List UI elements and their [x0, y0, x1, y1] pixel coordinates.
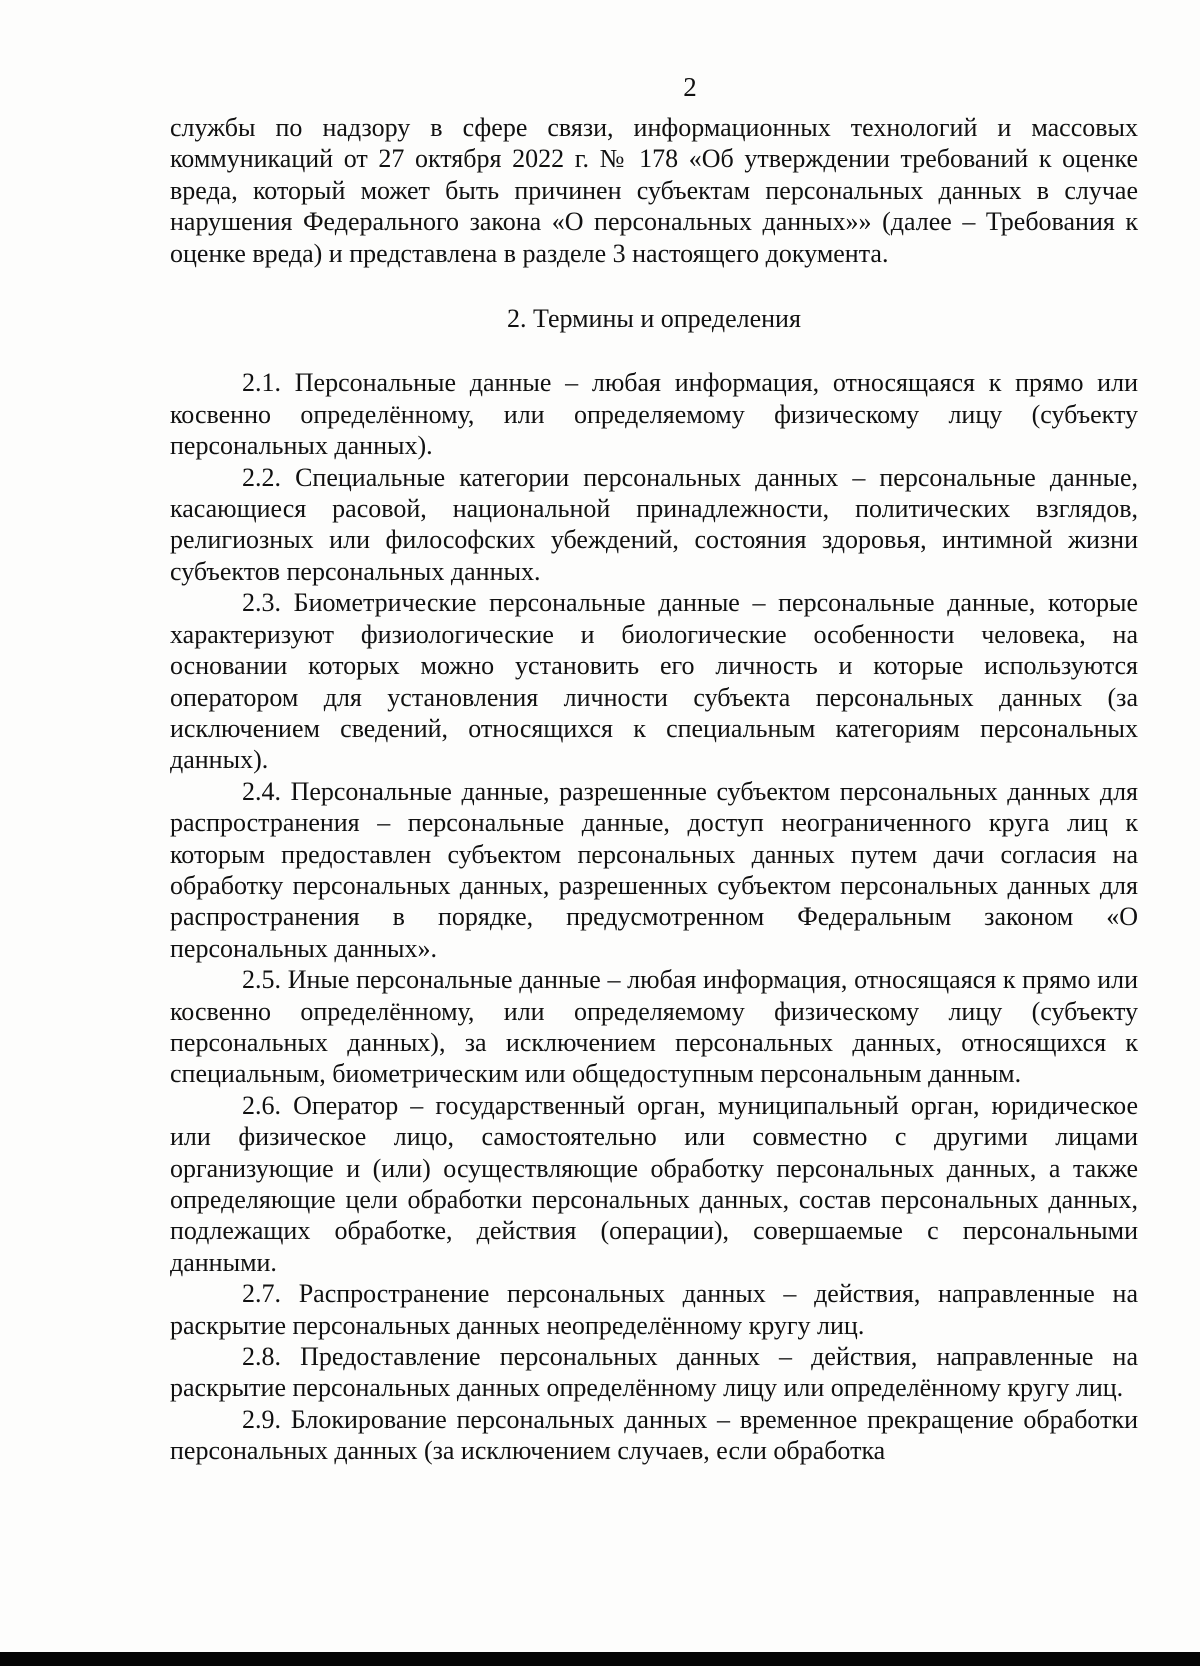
page-number: 2 [683, 72, 697, 102]
scan-edge-bar [0, 1652, 1200, 1666]
definition-2-1: 2.1. Персональные данные – любая информация, относящаяся к прямо или косвенно определённому, или определяемому физическому лицу (субъекту персональных данных). [170, 368, 1138, 461]
definition-2-9: 2.9. Блокирование персональных данных – временное прекращение обработки персональных данных (за исключением случаев, если обработка [170, 1404, 1138, 1466]
definition-2-5: 2.5. Иные персональные данные – любая информация, относящаяся к прямо или косвенно определённому, или определяемому физическому лицу (субъекту персональных данных), за исключением персональных данных, относящихся к специальным, биометрическим или общедоступным персональным данным. [170, 965, 1138, 1089]
definition-2-4: 2.4. Персональные данные, разрешенные субъектом персональных данных для распространения – персональные данные, доступ неограниченного круга лиц к которым предоставлен субъектом персональных данных путем дачи согласия на обработку персональных данных, разрешенных субъектом персональных данных для распространения в порядке, предусмотренном Федеральным законом «О персональных данных». [170, 776, 1138, 963]
document-body [170, 112, 1138, 1467]
definition-2-3: 2.3. Биометрические персональные данные – персональные данные, которые характеризуют физиологические и биологические особенности человека, на основании которых можно установить его личность и которые используются оператором для установления личности субъекта персональных данных (за исключением сведений, относящихся к специальным категориям персональных данных). [170, 588, 1138, 775]
intro-paragraph: службы по надзору в сфере связи, информационных технологий и массовых коммуникаций от 27 октября 2022 г. № 178 «Об утверждении требований к оценке вреда, который может быть причинен субъектам персональных данных в случае нарушения Федерального закона «О персональных данных»» (далее – Требования к оценке вреда) и представлена в разделе 3 настоящего документа. [170, 113, 1138, 268]
definition-2-6: 2.6. Оператор – государственный орган, муниципальный орган, юридическое или физическое лицо, самостоятельно или совместно с другими лицами организующие и (или) осуществляющие обработку персональных данных, а также определяющие цели обработки персональных данных, состав персональных данных, подлежащих обработке, действия (операции), совершаемые с персональными данными. [170, 1090, 1138, 1277]
definition-2-8: 2.8. Предоставление персональных данных – действия, направленные на раскрытие персональных данных определённому лицу или определённому кругу лиц. [170, 1342, 1138, 1403]
definition-2-2: 2.2. Специальные категории персональных данных – персональные данные, касающиеся расовой, национальной принадлежности, политических взглядов, религиозных или философских убеждений, состояния здоровья, интимной жизни субъектов персональных данных. [170, 462, 1138, 586]
section-title: 2. Термины и определения [507, 304, 801, 334]
definition-2-7: 2.7. Распространение персональных данных – действия, направленные на раскрытие персональных данных неопределённому кругу лиц. [170, 1279, 1138, 1340]
